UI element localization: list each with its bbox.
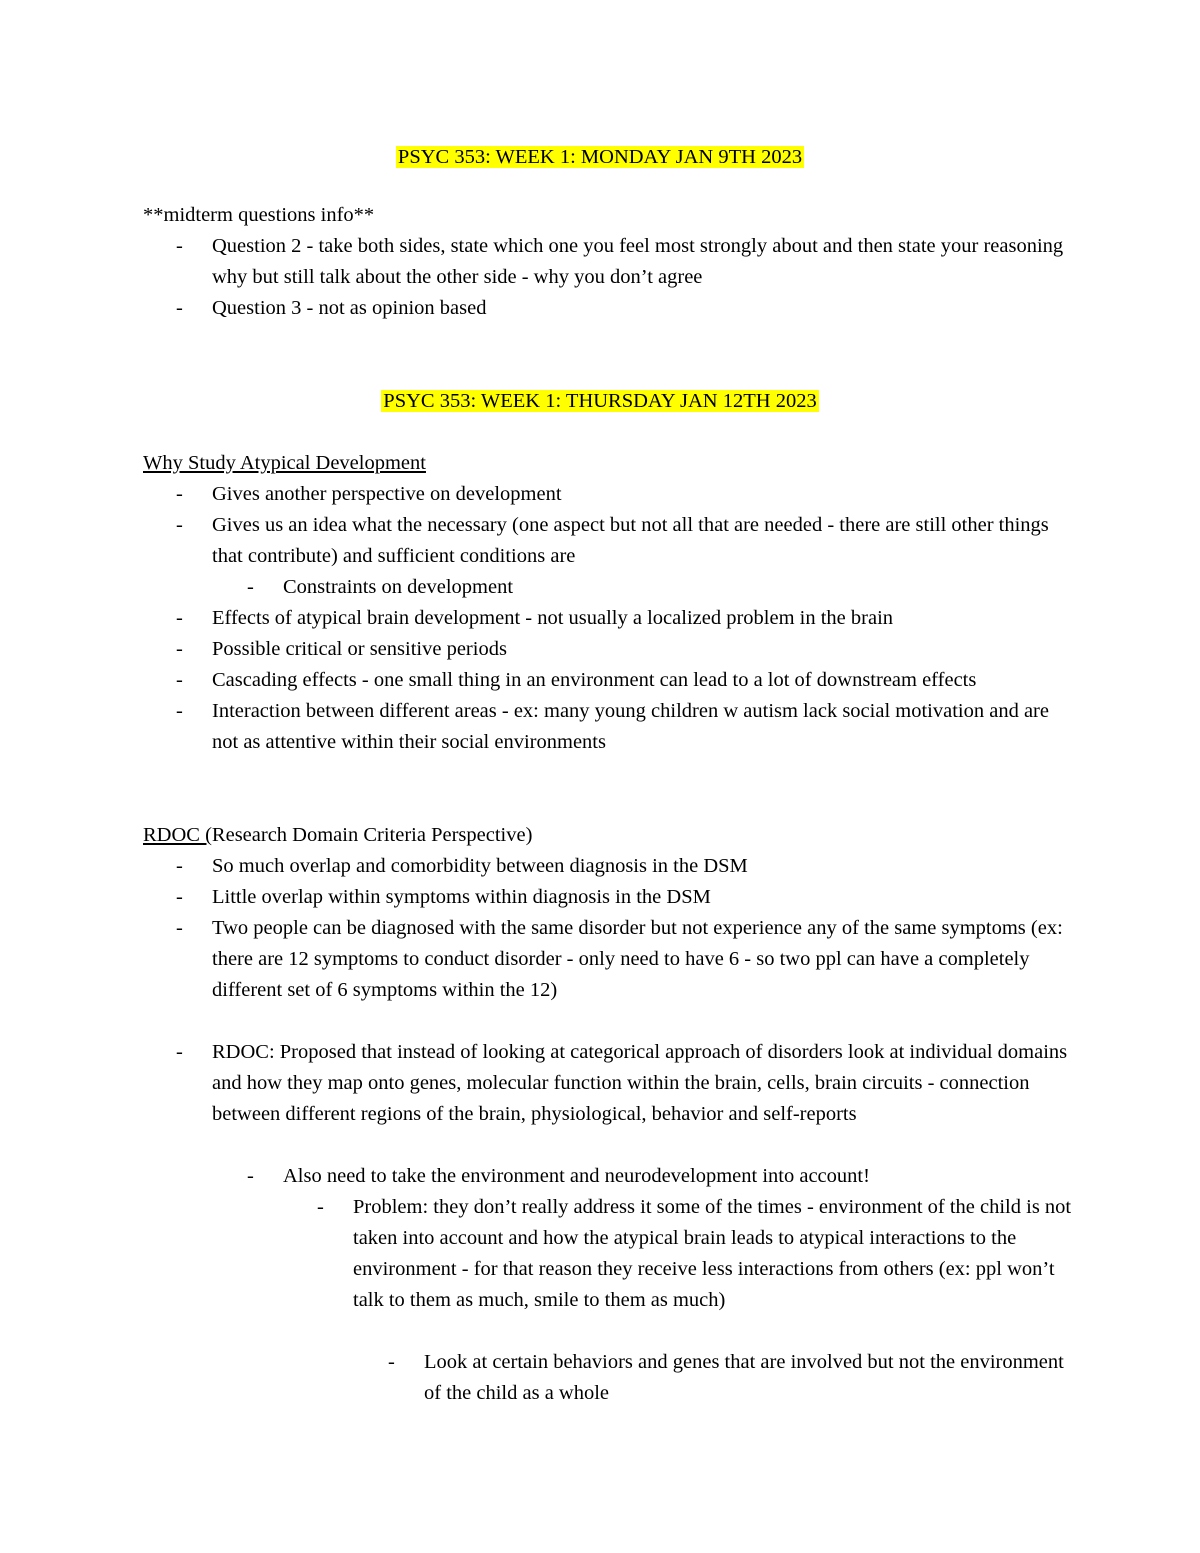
list-item: - So much overlap and comorbidity between diagnosis in the DSM (176, 855, 748, 877)
section1-title: PSYC 353: WEEK 1: MONDAY JAN 9TH 2023 (397, 146, 803, 168)
section2-title: PSYC 353: WEEK 1: THURSDAY JAN 12TH 2023 (383, 390, 817, 412)
rdoc-list (176, 851, 1072, 1006)
why-list-b (176, 603, 1072, 758)
rdoc-deepest-list (388, 1347, 1074, 1409)
list-item: - Gives another perspective on development (176, 483, 562, 505)
list-item: - RDOC: Proposed that instead of looking at categorical approach of disorders look at individual domains and how they map onto genes, molecular function within the brain, cells, brain circuits - connection between different regions of the brain, physiological, behavior and self-reports (176, 1041, 1068, 1125)
list-item: - Constraints on development (247, 576, 514, 598)
list-item: - Problem: they don’t really address it some of the times - environment of the child is not taken into account and how the atypical brain leads to atypical interactions to the environment - for that reason they receive less interactions from others (ex: ppl won’t talk to them as much, smile to them as much) (317, 1196, 1072, 1311)
list-item: - Gives us an idea what the necessary (one aspect but not all that are needed - there are still other things that contribute) and sufficient conditions are (176, 514, 1049, 567)
rdoc-heading: RDOC (Research Domain Criteria Perspective) (143, 824, 533, 846)
list-item: - Cascading effects - one small thing in an environment can lead to a lot of downstream effects (176, 669, 977, 691)
why-heading: Why Study Atypical Development (143, 452, 426, 474)
rdoc-sublist (247, 1161, 1063, 1192)
why-sublist (247, 572, 1063, 603)
list-item: - Possible critical or sensitive periods (176, 638, 507, 660)
midterm-info-label: **midterm questions info** (143, 204, 375, 226)
list-item: - Two people can be diagnosed with the same disorder but not experience any of the same symptoms (ex: there are 12 symptoms to conduct disorder - only need to have 6 - so two ppl can have a completely different set of 6 symptoms within the 12) (176, 917, 1063, 1001)
list-item: - Question 2 - take both sides, state which one you feel most strongly about and then state your reasoning why but still talk about the other side - why you don’t agree (176, 235, 1064, 288)
why-list-a (176, 479, 1072, 572)
list-item: - Little overlap within symptoms within diagnosis in the DSM (176, 886, 711, 908)
list-item: - Question 3 - not as opinion based (176, 297, 487, 319)
list-item: - Also need to take the environment and neurodevelopment into account! (247, 1165, 870, 1187)
list-item: - Look at certain behaviors and genes that are involved but not the environment of the child as a whole (388, 1351, 1064, 1404)
list-item: - Interaction between different areas - ex: many young children w autism lack social motivation and are not as attentive within their social environments (176, 700, 1049, 753)
list-item: - Effects of atypical brain development - not usually a localized problem in the brain (176, 607, 894, 629)
rdoc-subsublist (317, 1192, 1073, 1316)
rdoc-proposal-list (176, 1037, 1072, 1130)
midterm-list (176, 231, 1072, 324)
